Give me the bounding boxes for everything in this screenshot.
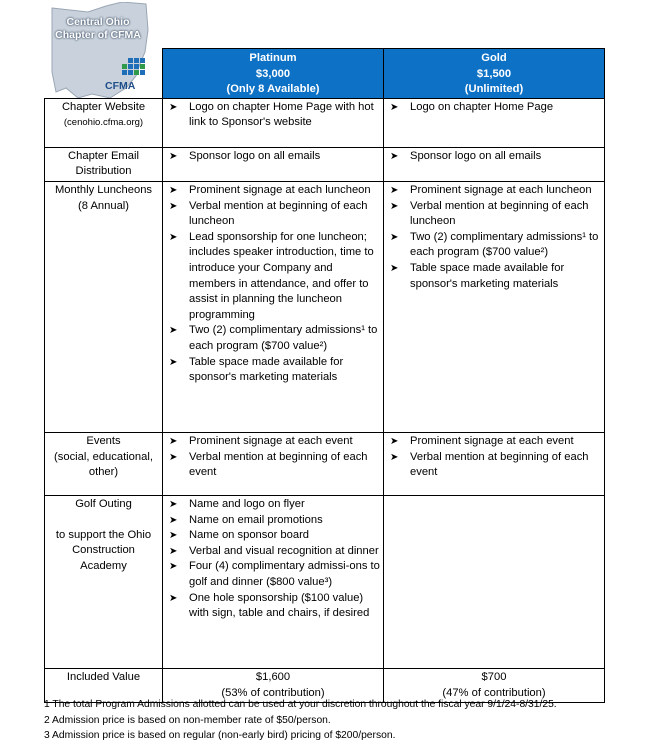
platinum-header xyxy=(163,49,384,99)
value-label: Included Value xyxy=(45,668,163,702)
arrow-bullet-icon: ➤ xyxy=(390,101,399,113)
list-item: ➤ Four (4) complimentary admissi-ons to golf and dinner ($800 value³) xyxy=(169,560,380,588)
gold-value-amount: $700 xyxy=(481,670,507,683)
platinum-value-amount: $1,600 xyxy=(255,670,291,683)
luncheons-sublabel: (8 Annual) xyxy=(78,199,129,212)
golf-row xyxy=(45,495,605,668)
arrow-bullet-icon: ➤ xyxy=(390,184,399,196)
list-item: ➤ Verbal mention at beginning of each luncheon xyxy=(390,199,589,228)
events-row xyxy=(45,432,605,495)
arrow-bullet-icon: ➤ xyxy=(169,325,178,337)
arrow-bullet-icon: ➤ xyxy=(390,200,399,212)
platinum-note: (Only 8 Available) xyxy=(226,83,320,96)
arrow-bullet-icon: ➤ xyxy=(169,101,178,113)
list-item: ➤ Prominent signage at each luncheon xyxy=(387,183,601,199)
platinum-value-pct: (53% of contribution) xyxy=(221,686,325,699)
website-gold-cell xyxy=(384,98,605,147)
arrow-bullet-icon: ➤ xyxy=(169,451,178,463)
list-item: ➤ Two (2) complimentary admissions¹ to each program ($700 value²) xyxy=(169,324,378,352)
list-item: ➤ Name on sponsor board xyxy=(166,528,380,544)
events-gold-cell xyxy=(384,432,605,495)
platinum-name: Platinum xyxy=(249,52,297,64)
list-item: ➤ Prominent signage at each event xyxy=(387,434,601,450)
gold-note: (Unlimited) xyxy=(464,83,524,96)
list-item: ➤ Verbal mention at beginning of each event xyxy=(169,450,368,479)
website-row xyxy=(45,98,605,147)
arrow-bullet-icon: ➤ xyxy=(390,231,399,243)
arrow-bullet-icon: ➤ xyxy=(169,231,178,243)
list-item: ➤ Table space made available for sponsor's marketing materials xyxy=(390,261,565,290)
arrow-bullet-icon: ➤ xyxy=(169,530,178,542)
platinum-price: $3,000 xyxy=(255,67,291,80)
cfma-wordmark: CFMA xyxy=(105,80,136,92)
list-item: ➤ Verbal mention at beginning of each luncheon xyxy=(169,199,368,228)
luncheons-label: Monthly Luncheons xyxy=(54,183,153,196)
list-item: ➤ Two (2) complimentary admissions¹ to each program ($700 value²) xyxy=(390,230,599,259)
arrow-bullet-icon: ➤ xyxy=(169,184,178,196)
row-label xyxy=(45,181,163,432)
website-sublabel: (cenohio.cfma.org) xyxy=(63,117,144,129)
list-item: ➤ Name on email promotions xyxy=(166,513,380,529)
events-platinum-cell xyxy=(163,432,384,495)
email-gold-cell xyxy=(384,147,605,181)
arrow-bullet-icon: ➤ xyxy=(169,498,178,510)
list-item: ➤ Verbal mention at beginning of each event xyxy=(390,450,589,479)
arrow-bullet-icon: ➤ xyxy=(169,200,178,212)
gold-price: $1,500 xyxy=(476,67,512,80)
arrow-bullet-icon: ➤ xyxy=(390,435,399,447)
email-label: Chapter Email Distribution xyxy=(45,147,163,181)
arrow-bullet-icon: ➤ xyxy=(169,561,178,573)
golf-platinum-cell xyxy=(163,495,384,668)
email-platinum-cell xyxy=(163,147,384,181)
list-item: ➤ Table space made available for sponsor's marketing materials xyxy=(169,355,344,384)
website-label: Chapter Website xyxy=(61,100,146,113)
header-row xyxy=(45,49,605,99)
list-item: ➤ Verbal and visual recognition at dinner xyxy=(166,544,380,560)
list-item: ➤ Sponsor logo on all emails xyxy=(387,149,601,165)
logo-line-1: Central Ohio xyxy=(66,16,130,28)
gold-header xyxy=(384,49,605,99)
events-sublabel: (social, educational, other) xyxy=(54,450,153,479)
arrow-bullet-icon: ➤ xyxy=(169,435,178,447)
sponsorship-table xyxy=(44,48,605,703)
footnote-3: 3 Admission price is based on regular (non-early bird) pricing of $200/person. xyxy=(44,730,396,742)
events-label: Events xyxy=(86,434,121,447)
gold-name: Gold xyxy=(481,52,507,64)
list-item: ➤ Lead sponsorship for one luncheon; includes speaker introduction, time to introduce your Company and members in attendance, and offer to assist in planning the luncheon programming xyxy=(169,230,374,321)
list-item: ➤ Name and logo on flyer xyxy=(166,497,380,513)
golf-sublabel: to support the Ohio Construction Academy xyxy=(55,528,152,572)
arrow-bullet-icon: ➤ xyxy=(390,451,399,463)
header-blank-cell xyxy=(45,49,163,99)
list-item: ➤ One hole sponsorship ($100 value) with sign, table and chairs, if desired xyxy=(169,591,370,620)
list-item: ➤ Sponsor logo on all emails xyxy=(166,149,380,165)
list-item: ➤ Prominent signage at each event xyxy=(166,434,380,450)
arrow-bullet-icon: ➤ xyxy=(169,592,178,604)
luncheons-gold-cell xyxy=(384,181,605,432)
list-item: ➤ Logo on chapter Home Page with hot link to Sponsor's website xyxy=(169,100,374,129)
arrow-bullet-icon: ➤ xyxy=(169,150,178,162)
gold-value-pct: (47% of contribution) xyxy=(442,686,546,699)
arrow-bullet-icon: ➤ xyxy=(169,545,178,557)
arrow-bullet-icon: ➤ xyxy=(390,262,399,274)
list-item: ➤ Logo on chapter Home Page xyxy=(387,100,601,116)
list-item: ➤ Prominent signage at each luncheon xyxy=(166,183,380,199)
logo-line-2: Chapter of CFMA xyxy=(55,29,141,41)
arrow-bullet-icon: ➤ xyxy=(390,150,399,162)
footnote-2: 2 Admission price is based on non-member rate of $50/person. xyxy=(44,714,331,726)
website-platinum-cell xyxy=(163,98,384,147)
luncheons-row xyxy=(45,181,605,432)
row-label xyxy=(45,98,163,147)
row-label xyxy=(45,432,163,495)
golf-gold-cell xyxy=(384,495,605,668)
footnotes xyxy=(44,697,557,744)
email-row xyxy=(45,147,605,181)
luncheons-platinum-cell xyxy=(163,181,384,432)
footnote-1: 1 The total Program Admissions allotted can be used at your discretion throughout the fiscal year 9/1/24-8/31/25. xyxy=(44,699,557,710)
row-label xyxy=(45,495,163,668)
arrow-bullet-icon: ➤ xyxy=(169,356,178,368)
golf-label: Golf Outing xyxy=(75,497,132,510)
arrow-bullet-icon: ➤ xyxy=(169,514,178,526)
